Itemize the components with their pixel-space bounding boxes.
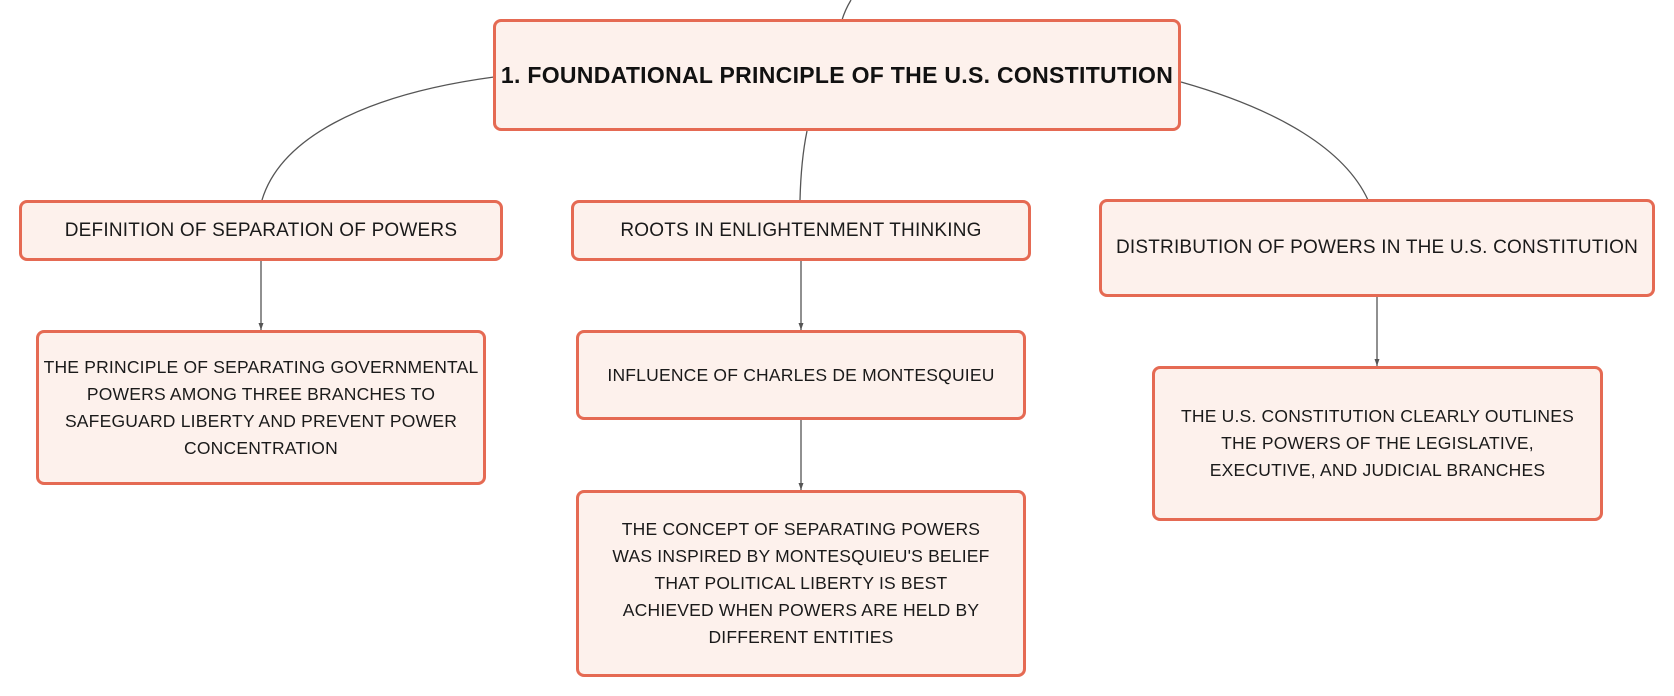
topic-node-label: DEFINITION OF SEPARATION OF POWERS (64, 219, 458, 241)
topic-node-roots[interactable] (571, 200, 1031, 261)
detail-node-label: THE U.S. CONSTITUTION CLEARLY OUTLINES THE POWERS OF THE LEGISLATIVE, EXECUTIVE, AND JUDICIAL BRANCHES (1181, 406, 1574, 480)
connector-root-to-roots (800, 131, 807, 200)
connector-root-to-distribution (1181, 82, 1368, 200)
detail-node-definition[interactable] (36, 330, 486, 485)
detail-node-label: THE CONCEPT OF SEPARATING POWERS WAS INSPIRED BY MONTESQUIEU'S BELIEF THAT POLITICAL LIBERTY IS BEST ACHIEVED WHEN POWERS ARE HELD BY DIFFERENT ENTITIES (612, 519, 990, 647)
root-node[interactable] (493, 19, 1181, 131)
detail-node-label: INFLUENCE OF CHARLES DE MONTESQUIEU (607, 364, 995, 385)
connector-root-to-definition (262, 77, 494, 200)
detail-node-concept[interactable] (576, 490, 1026, 677)
topic-node-label: DISTRIBUTION OF POWERS IN THE U.S. CONSTITUTION (1115, 237, 1639, 258)
detail-node-label: THE PRINCIPLE OF SEPARATING GOVERNMENTAL POWERS AMONG THREE BRANCHES TO SAFEGUARD LIBERTY AND PREVENT POWER CONCENTRATION (43, 356, 479, 458)
root-node-label: 1. FOUNDATIONAL PRINCIPLE OF THE U.S. CONSTITUTION (500, 61, 1174, 88)
topic-node-distribution[interactable] (1099, 199, 1655, 297)
detail-node-distribution[interactable] (1152, 366, 1603, 521)
connector-parent-to-root (842, 0, 851, 20)
topic-node-definition[interactable] (19, 200, 503, 261)
detail-node-montesquieu[interactable] (576, 330, 1026, 420)
topic-node-label: ROOTS IN ENLIGHTENMENT THINKING (620, 219, 982, 241)
